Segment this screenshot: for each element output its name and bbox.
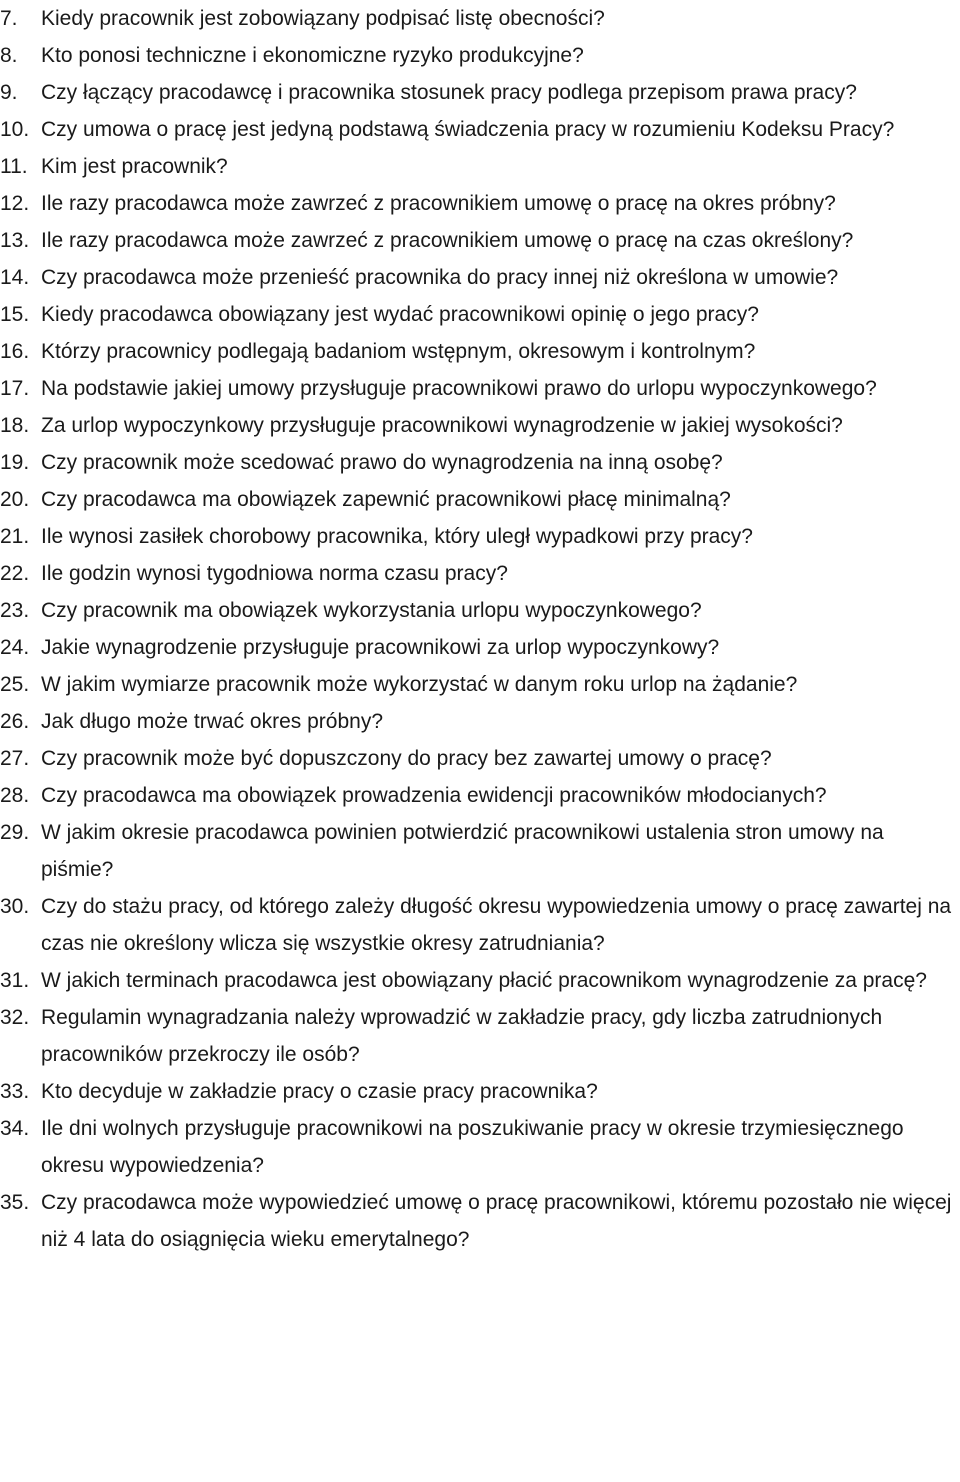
question-text: Kiedy pracodawca obowiązany jest wydać pracownikowi opinię o jego pracy? [41,303,759,326]
question-text: Kiedy pracownik jest zobowiązany podpisać listę obecności? [41,7,605,30]
question-item [0,555,960,592]
question-number: 23. [0,599,30,622]
question-item [0,740,960,777]
question-item [0,481,960,518]
question-number: 31. [0,969,30,992]
question-number: 25. [0,673,30,696]
question-item [0,962,960,999]
question-item [0,333,960,370]
question-number: 19. [0,451,30,474]
question-number: 9. [0,81,18,104]
question-number: 33. [0,1080,30,1103]
question-item [0,222,960,259]
question-item [0,0,960,37]
question-item [0,999,960,1073]
question-text: Czy pracownik ma obowiązek wykorzystania urlopu wypoczynkowego? [41,599,702,622]
question-item [0,185,960,222]
question-number: 24. [0,636,30,659]
question-number: 8. [0,44,18,67]
question-item [0,407,960,444]
question-item [0,74,960,111]
question-number: 12. [0,192,30,215]
question-number: 22. [0,562,30,585]
question-number: 13. [0,229,30,252]
question-number: 17. [0,377,30,400]
question-number: 7. [0,7,18,30]
question-text: Czy pracodawca może wypowiedzieć umowę o pracę pracownikowi, któremu pozostało nie więcej niż 4 lata do osiągnięcia wieku emerytalnego? [41,1191,952,1251]
question-text: Ile razy pracodawca może zawrzeć z pracownikiem umowę o pracę na czas określony? [41,229,854,252]
question-text: Czy umowa o pracę jest jedyną podstawą świadczenia pracy w rozumieniu Kodeksu Pracy? [41,118,895,141]
question-number: 16. [0,340,30,363]
question-item [0,111,960,148]
question-text: Czy łączący pracodawcę i pracownika stosunek pracy podlega przepisom prawa pracy? [41,81,857,104]
question-item [0,370,960,407]
question-item [0,777,960,814]
question-item [0,703,960,740]
question-item [0,444,960,481]
question-text: Jakie wynagrodzenie przysługuje pracownikowi za urlop wypoczynkowy? [41,636,720,659]
question-text: Kim jest pracownik? [41,155,228,178]
question-number: 18. [0,414,30,437]
question-text: Czy pracodawca ma obowiązek prowadzenia ewidencji pracowników młodocianych? [41,784,827,807]
question-number: 35. [0,1191,30,1214]
question-text: Jak długo może trwać okres próbny? [41,710,383,733]
question-number: 15. [0,303,30,326]
question-text: Regulamin wynagradzania należy wprowadzić w zakładzie pracy, gdy liczba zatrudnionych pracowników przekroczy ile osób? [41,1006,883,1066]
question-number: 10. [0,118,30,141]
question-number: 26. [0,710,30,733]
question-text: Ile dni wolnych przysługuje pracownikowi na poszukiwanie pracy w okresie trzymiesięcznego okresu wypowiedzenia? [41,1117,904,1177]
question-item [0,888,960,962]
question-text: Czy pracownik może scedować prawo do wynagrodzenia na inną osobę? [41,451,723,474]
question-number: 11. [0,155,28,178]
question-item [0,1110,960,1184]
question-number: 32. [0,1006,30,1029]
question-text: W jakim wymiarze pracownik może wykorzystać w danym roku urlop na żądanie? [41,673,798,696]
question-item [0,592,960,629]
question-text: Ile razy pracodawca może zawrzeć z pracownikiem umowę o pracę na okres próbny? [41,192,836,215]
question-text: Kto decyduje w zakładzie pracy o czasie pracy pracownika? [41,1080,598,1103]
question-text: Na podstawie jakiej umowy przysługuje pracownikowi prawo do urlopu wypoczynkowego? [41,377,877,400]
question-number: 28. [0,784,30,807]
question-text: Za urlop wypoczynkowy przysługuje pracownikowi wynagrodzenie w jakiej wysokości? [41,414,843,437]
question-text: Czy pracodawca ma obowiązek zapewnić pracownikowi płacę minimalną? [41,488,731,511]
question-item [0,296,960,333]
question-text: Ile godzin wynosi tygodniowa norma czasu pracy? [41,562,508,585]
question-text: Czy pracodawca może przenieść pracownika do pracy innej niż określona w umowie? [41,266,839,289]
question-number: 21. [0,525,30,548]
question-text: Czy do stażu pracy, od którego zależy długość okresu wypowiedzenia umowy o pracę zawartej na czas nie określony wlicza się wszystkie okresy zatrudniania? [41,895,952,955]
question-text: Kto ponosi techniczne i ekonomiczne ryzyko produkcyjne? [41,44,584,67]
question-item [0,148,960,185]
question-item [0,259,960,296]
question-item [0,629,960,666]
question-number: 34. [0,1117,30,1140]
question-text: Czy pracownik może być dopuszczony do pracy bez zawartej umowy o pracę? [41,747,772,770]
question-item [0,1184,960,1258]
question-item [0,666,960,703]
question-number: 27. [0,747,30,770]
question-text: Którzy pracownicy podlegają badaniom wstępnym, okresowym i kontrolnym? [41,340,756,363]
question-item [0,1073,960,1110]
question-item [0,518,960,555]
question-number: 14. [0,266,30,289]
question-text: W jakim okresie pracodawca powinien potwierdzić pracownikowi ustalenia stron umowy na piśmie? [41,821,884,881]
question-text: Ile wynosi zasiłek chorobowy pracownika, który uległ wypadkowi przy pracy? [41,525,753,548]
question-item [0,37,960,74]
question-number: 20. [0,488,30,511]
question-number: 30. [0,895,30,918]
question-text: W jakich terminach pracodawca jest obowiązany płacić pracownikom wynagrodzenie za pracę? [41,969,927,992]
question-item [0,814,960,888]
question-number: 29. [0,821,30,844]
